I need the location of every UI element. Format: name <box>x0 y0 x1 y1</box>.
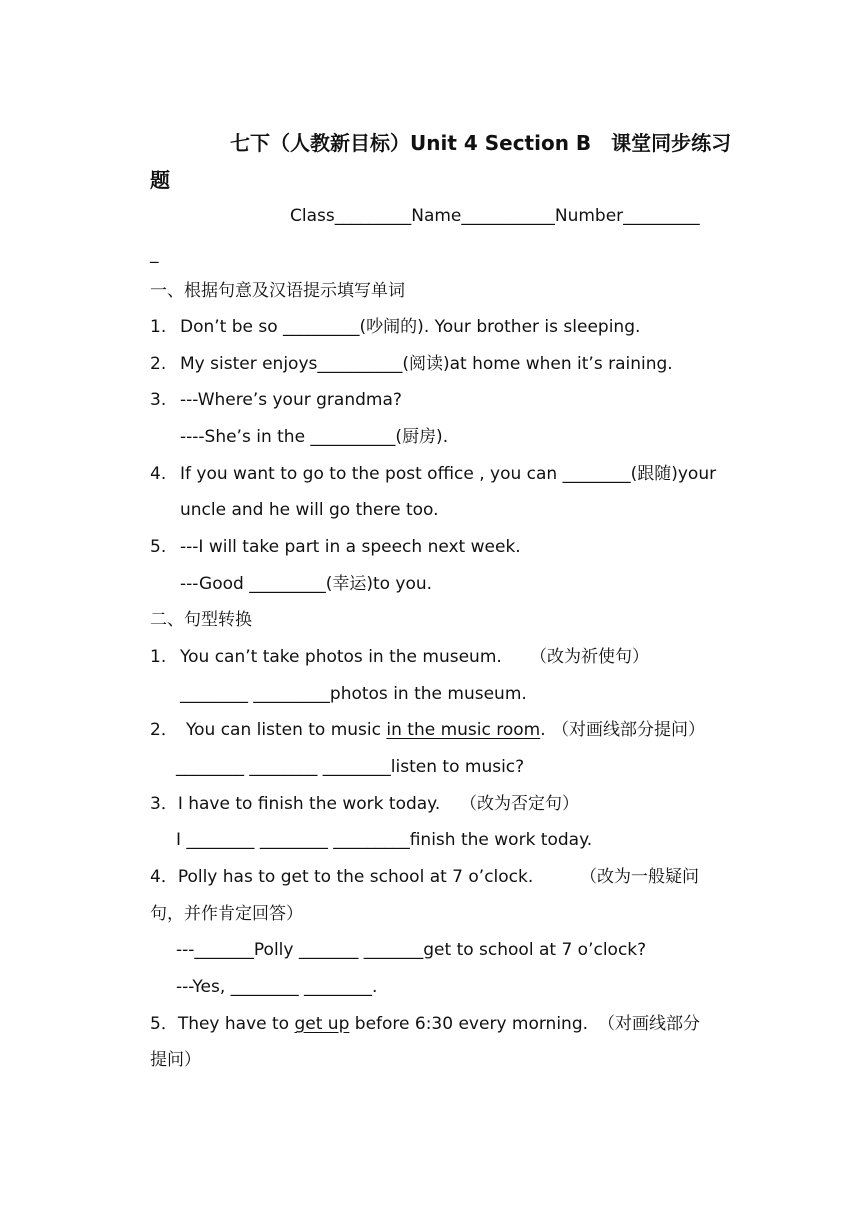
section1-heading: 一、根据句意及汉语提示填写单词 <box>150 281 405 301</box>
worksheet-title: 七下（人教新目标）Unit 4 Section B 课堂同步练习 <box>230 131 732 155</box>
question-line: ----She’s in the __________(厨房). <box>180 427 449 447</box>
question-line: ---I will take part in a speech next week. <box>180 537 521 557</box>
question-line: My sister enjoys__________(阅读)at home when it’s raining. <box>180 354 673 374</box>
answer-line: ________ ________ ________listen to music? <box>176 757 525 777</box>
answer-line: ---Yes, ________ ________. <box>176 977 378 997</box>
answer-line: ---_______Polly _______ _______get to school at 7 o’clock? <box>176 940 647 960</box>
question-line: ---Good _________(幸运)to you. <box>180 574 433 594</box>
question-text-end: before 6:30 every morning. <box>349 1014 589 1034</box>
question-text <box>150 1013 588 1035</box>
question-text-start: 5．They have to <box>150 1014 295 1034</box>
question-line: If you want to go to the post office , you can ________(跟随)your <box>180 464 717 484</box>
question-instruction-continued: 提问） <box>150 1050 201 1070</box>
question-instruction: （对画线部分提问） <box>552 720 705 740</box>
question-instruction: （改为否定句） <box>460 794 579 814</box>
question-text-end: . <box>540 720 546 740</box>
question-line: uncle and he will go there too. <box>180 500 439 520</box>
question-instruction: （对画线部分 <box>598 1014 700 1034</box>
answer-line: I ________ ________ _________finish the work today. <box>176 830 593 850</box>
question-instruction: （改为祈使句） <box>530 647 649 667</box>
question-number: 1. <box>150 317 167 337</box>
question-text: You can’t take photos in the museum. <box>180 647 502 667</box>
question-line: ---Where’s your grandma? <box>180 390 402 410</box>
answer-line: ________ _________photos in the museum. <box>180 684 527 704</box>
question-number: 4. <box>150 464 167 484</box>
worksheet-title-continued: 题 <box>150 168 170 192</box>
question-text-start: You can listen to music <box>186 720 387 740</box>
question-number: 5. <box>150 537 167 557</box>
section2-heading: 二、句型转换 <box>150 610 252 630</box>
question-text <box>186 719 546 741</box>
question-number: 2． <box>150 720 178 740</box>
question-number: 2. <box>150 354 167 374</box>
question-instruction-continued: 句，并作肯定回答） <box>150 904 303 924</box>
question-line: Don’t be so _________(吵闹的). Your brother is sleeping. <box>180 317 641 337</box>
question-text: 3．I have to finish the work today. <box>150 794 441 814</box>
question-number: 3. <box>150 390 167 410</box>
question-text: 4．Polly has to get to the school at 7 o’clock. <box>150 867 534 887</box>
question-instruction: （改为一般疑问 <box>580 867 699 887</box>
question-number: 1. <box>150 647 167 667</box>
student-info-line: Class_________Name___________Number_________ <box>290 206 700 226</box>
underlined-phrase: in the music room <box>386 720 541 740</box>
underlined-phrase: get up <box>294 1014 350 1034</box>
student-info-tail: _ <box>150 244 159 264</box>
